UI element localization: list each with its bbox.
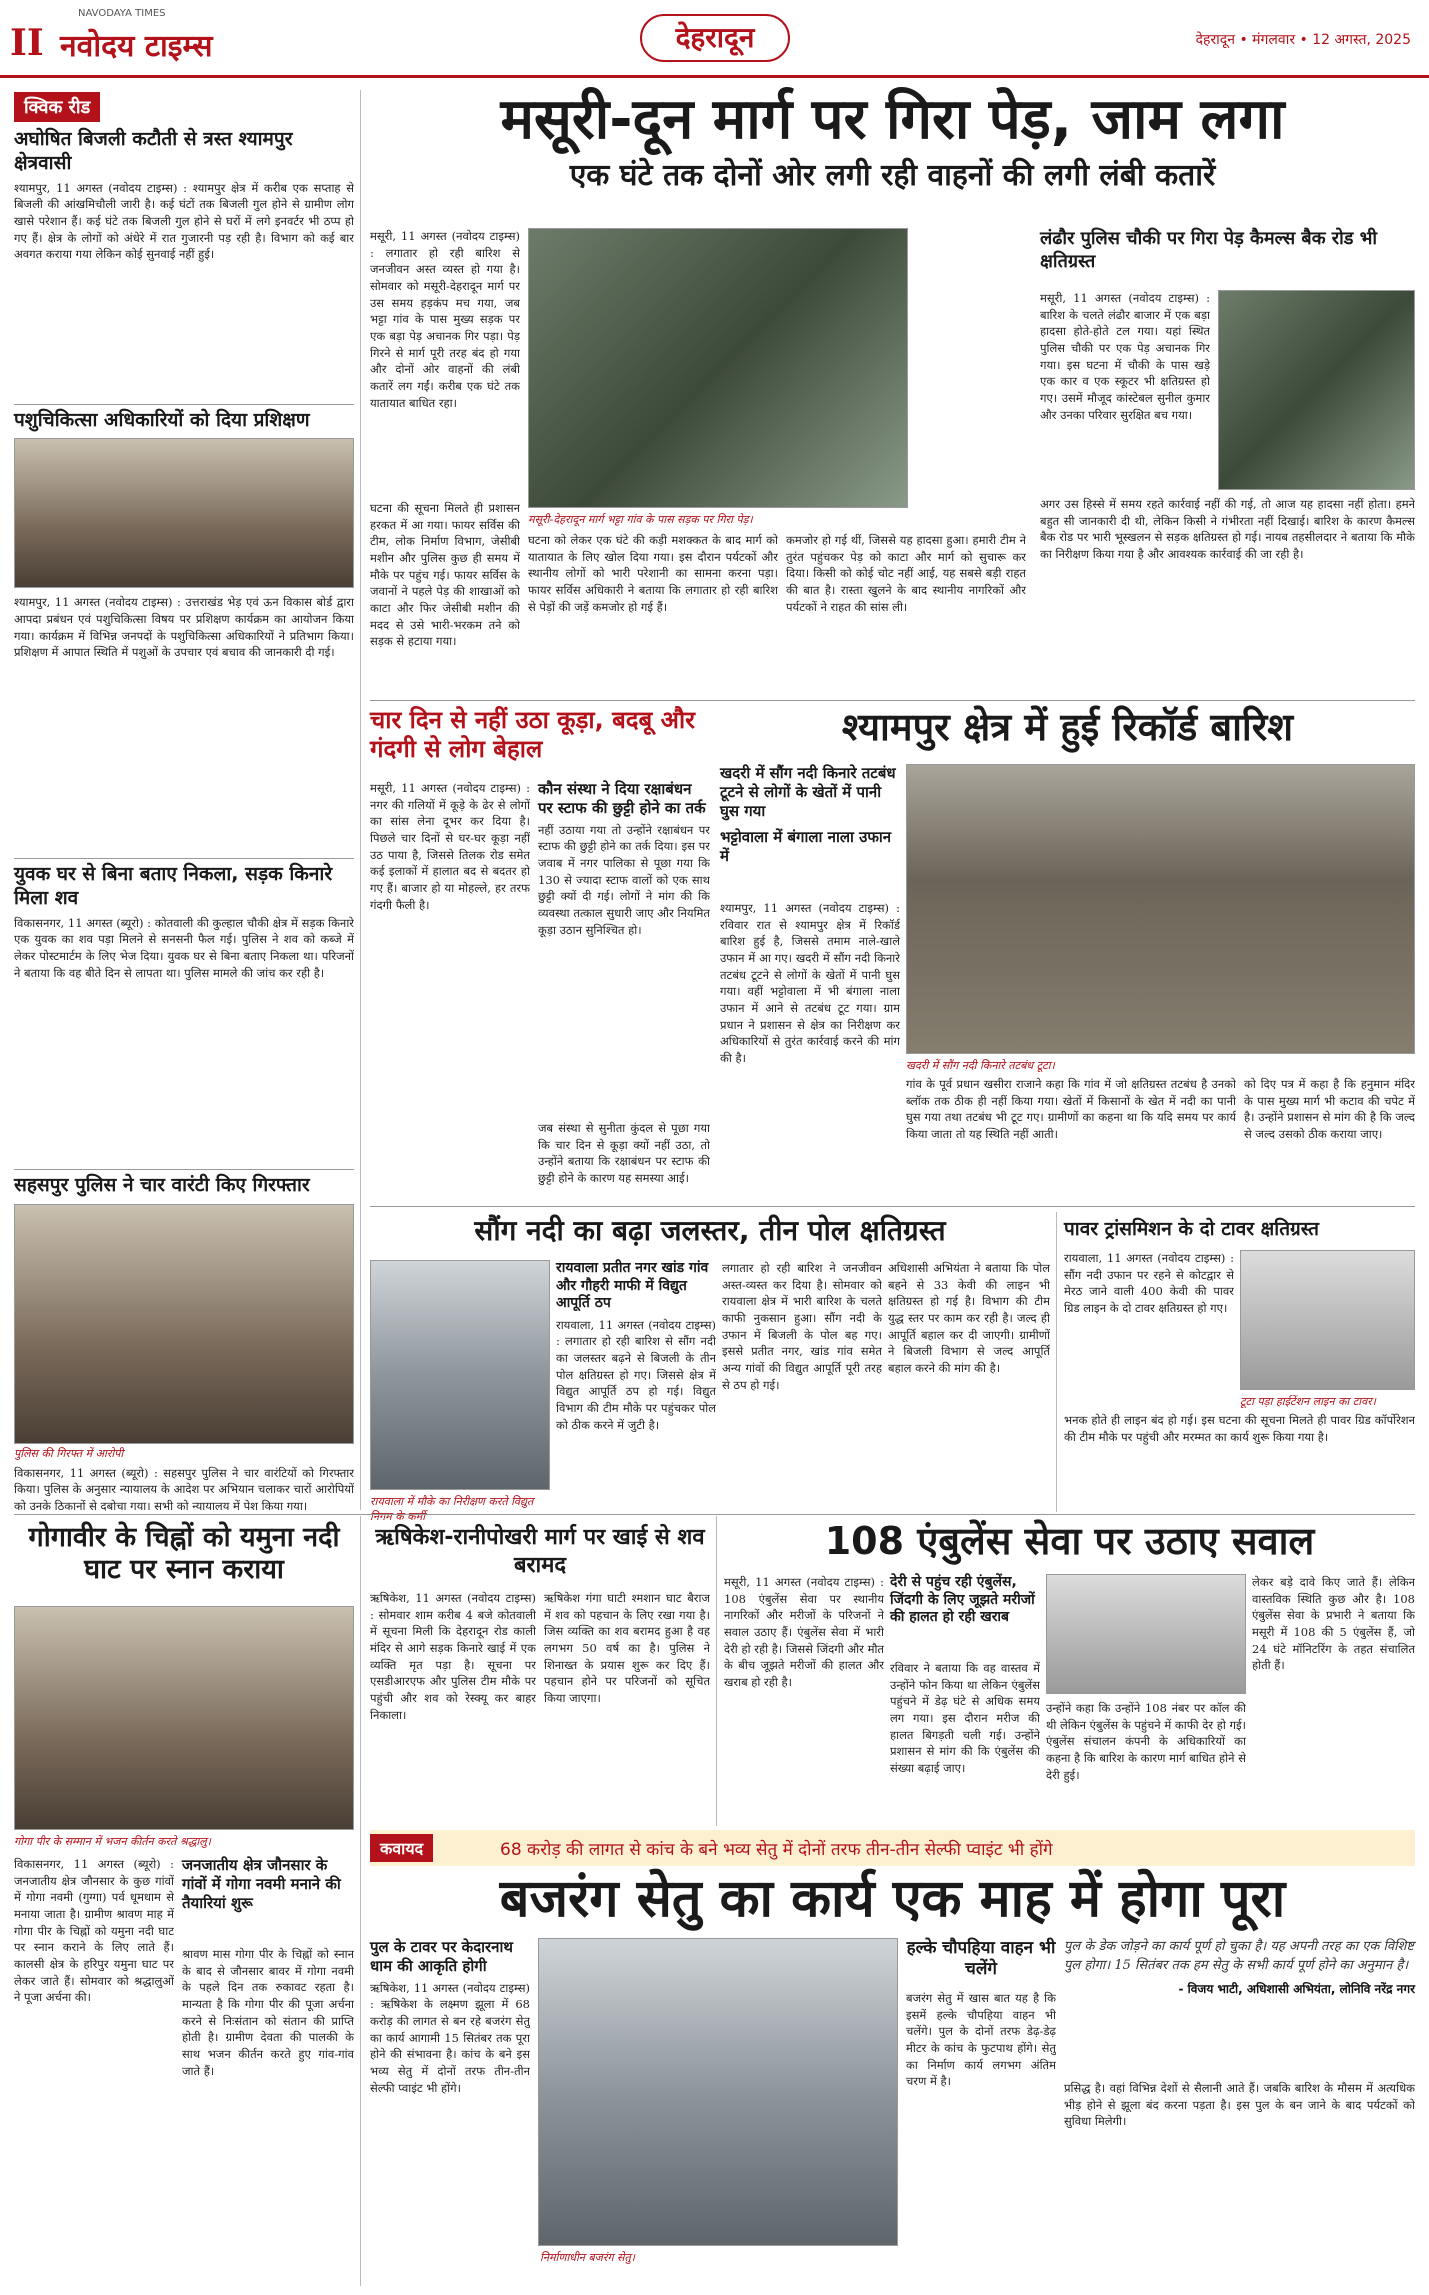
rishikesh-body-1: ऋषिकेश, 11 अगस्त (नवोदय टाइम्स) : सोमवार शाम करीब 4 बजे कोतवाली में सूचना मिली कि देहरादून रोड काली मंदिर से आगे सड़क किनारे खाई में एक व्यक्ति मृत पड़ा है। सूचना पर एसडीआरएफ और पुलिस टीम मौके पर पहुंची और शव को रेस्क्यू कर बाहर निकाला। — [370, 1591, 536, 1722]
headline-vet-training: पशुचिकित्सा अधिकारियों को दिया प्रशिक्षण — [14, 408, 310, 431]
ambulance-body-4: लेकर बड़े दावे किए जाते हैं। लेकिन वास्तविक स्थिति कुछ और है। 108 एंबुलेंस सेवा के प्रभारी ने बताया कि मसूरी में 108 की 5 एंबुलेंस हैं, जो 24 घंटे मॉनिटरिंग के तहत संचालित होती हैं। — [1252, 1575, 1415, 1673]
tower-caption: टूटा पड़ा हाईटेंशन लाइन का टावर। — [1240, 1395, 1376, 1408]
rain-point-2: भट्टोवाला में बंगाला नाला उफान में — [720, 828, 892, 865]
landslide-photo — [1218, 290, 1415, 490]
bridge-sub-headline-2: हल्के चौपहिया वाहन भी चलेंगे — [906, 1938, 1056, 1980]
tower-body-2: भनक होते ही लाइन बंद हो गई। इस घटना की सूचना मिलते ही पावर ग्रिड कॉर्पोरेशन की टीम मौके पर पहुंची और मरम्मत का कार्य शुरू किया गया है। — [1064, 1413, 1415, 1444]
bridge-kicker: कवायद — [370, 1834, 433, 1862]
fallen-tree-photo — [528, 228, 908, 508]
song-sub — [556, 1260, 716, 1487]
bridge-caption: निर्माणाधीन बजरंग सेतु। — [540, 2251, 635, 2264]
tower-body-1: रायवाला, 11 अगस्त (नवोदय टाइम्स) : सौंग नदी उफान पर रहने से कोटद्वार से मेरठ जाने वाली 400 केवी की पावर ग्रिड लाइन के दो टावर क्षतिग्रस्त हो गए। — [1064, 1251, 1234, 1316]
garbage-sub — [538, 780, 710, 1102]
ambulance-body-1: मसूरी, 11 अगस्त (नवोदय टाइम्स) : 108 एंबुलेंस सेवा पर स्थानीय नागरिकों और मरीजों के परिजनों ने सवाल उठाए हैं। एंबुलेंस सेवा में भारी देरी हो रही है। जिससे जिंदगी और मौत के बीच जूझते मरीजों की हालत और खराब हो रही है। — [724, 1575, 884, 1690]
story-arrest: विकासनगर, 11 अगस्त (ब्यूरो) : सहसपुर पुलिस ने चार वारंटियों को गिरफ्तार किया। पुलिस के अनुसार न्यायालय के आदेश पर अभियान चलाकर चारों आरोपियों को उनके ठिकानों से दबोचा गया। सभी को न्यायालय में पेश किया गया। — [14, 1465, 354, 1513]
inspection-photo — [370, 1260, 550, 1490]
rain-headline: श्यामपुर क्षेत्र में हुई रिकॉर्ड बारिश — [841, 705, 1294, 749]
ambulance-body-2: रविवार ने बताया कि वह वास्तव में उन्होंने फोन किया था लेकिन एंबुलेंस पहुंचने में डेढ़ घंटे से अधिक समय लग गया। इस दौरान मरीज की हालत बिगड़ती चली गई। उन्होंने प्रशासन से मांग की कि एंबुलेंस की संख्या बढ़ाई जाए। — [890, 1661, 1040, 1776]
bridge-quote-box — [1064, 1938, 1415, 1997]
bridge-quote: पुल के डेक जोड़ने का कार्य पूर्ण हो चुका है। यह अपनी तरह का एक विशिष्ट पुल होगा। 15 सितंबर तक हम सेतु के सभी कार्य पूर्ण होने का अनुमान है। — [1064, 1939, 1414, 1973]
arrest-caption: पुलिस की गिरफ्त में आरोपी — [14, 1446, 124, 1460]
landour-story — [1040, 228, 1415, 273]
left-column — [14, 92, 354, 1615]
ambulance-body-3: उन्होंने कहा कि उन्होंने 108 नंबर पर कॉल की थी लेकिन एंबुलेंस के पहुंचने में काफी देर हो गई। एंबुलेंस संचालन कंपनी के अधिकारियों का कहना है कि बारिश के कारण मार्ग बाधित होने से देरी हुई। — [1046, 1701, 1246, 1782]
fallen-tree-caption: मसूरी-देहरादून मार्ग भट्टा गांव के पास सड़क पर गिरा पेड़। — [528, 513, 753, 526]
tower-photo — [1240, 1250, 1415, 1390]
gogaveer-sub-headline: जनजातीय क्षेत्र जौनसार के गांवों में गोगा नवमी मनाने की तैयारियां शुरू — [182, 1856, 341, 1912]
headline-power-cut: अघोषित बिजली कटौती से त्रस्त श्यामपुर क्षेत्रवासी — [14, 128, 293, 174]
masthead — [0, 0, 1429, 78]
bridge-strap: 68 करोड़ की लागत से कांच के बने भव्य सेतु में दोनों तरफ तीन-तीन सेल्फी प्वाइंट भी होंगे — [500, 1840, 1053, 1860]
gogaveer-headline: गोगावीर के चिह्नों को यमुना नदी घाट पर स्नान कराया — [28, 1522, 340, 1586]
quick-read-kicker: क्विक रीड — [14, 92, 100, 122]
training-group-photo — [14, 438, 354, 588]
garbage-headline: चार दिन से नहीं उठा कूड़ा, बदबू और गंदगी से लोग बेहाल — [370, 706, 695, 763]
dateline: देहरादून • मंगलवार • 12 अगस्त, 2025 — [1195, 32, 1411, 48]
flood-photo — [906, 764, 1415, 1054]
story-body-found: विकासनगर, 11 अगस्त (ब्यूरो) : कोतवाली की कुल्हाल चौकी क्षेत्र में सड़क किनारे एक युवक का शव पड़ा मिलने से सनसनी फैल गई। पुलिस ने शव को कब्जे में लेकर पोस्टमार्टम के लिए भेज दिया। युवक घर से बिना बताए निकला था। परिजनों ने बताया कि वह बीते दिन से लापता था। पुलिस मामले की जांच कर रही है। — [14, 915, 354, 980]
lead-story — [370, 88, 1415, 194]
page-number: II — [10, 22, 44, 64]
rain-body-3: को दिए पत्र में कहा है कि हनुमान मंदिर के पास मुख्य मार्ग भी कटाव की चपेट में है। उन्होंने प्रशासन से मांग की है कि जल्द से जल्द उसको ठीक कराया जाए। — [1244, 1077, 1415, 1142]
landour-body-2: अगर उस हिस्से में समय रहते कार्रवाई नहीं की गई, तो आज यह हादसा नहीं होता। हमने बहुत सी जानकारी दी थी, लेकिन किसी ने गंभीरता नहीं दिखाई। बारिश के कारण कैमल्स बैक रोड पर भारी भूस्खलन से सड़क क्षतिग्रस्त हो गई। नायब तहसीलदार ने बताया कि मौके का निरीक्षण किया गया है और आवश्यक कार्रवाई की जा रही है। — [1040, 497, 1415, 562]
ambulance-photo — [1046, 1574, 1246, 1694]
garbage-sub-headline: कौन संस्था ने दिया रक्षाबंधन पर स्टाफ की छुट्टी होने का तर्क — [538, 780, 706, 817]
song-headline: सौंग नदी का बढ़ा जलस्तर, तीन पोल क्षतिग्रस्त — [474, 1214, 946, 1247]
bridge-body-1: ऋषिकेश, 11 अगस्त (नवोदय टाइम्स) : ऋषिकेश के लक्ष्मण झूला में 68 करोड़ की लागत से बन रहे बजरंग सेतु का कार्य आगामी 15 सितंबर तक पूरा होने की संभावना है। कांच के बने इस भव्य सेतु में दोनों तरफ तीन-तीन सेल्फी प्वाइंट भी होंगे। — [370, 1980, 530, 2095]
lead-subheadline: एक घंटे तक दोनों ओर लगी रही वाहनों की लगी लंबी कतारें — [569, 158, 1216, 194]
bridge-sub — [370, 1938, 530, 2210]
bridge-quote-attribution: - विजय भाटी, अधिशासी अभियंता, लोनिवि नरेंद्र नगर — [1178, 1981, 1415, 1996]
city-label: देहरादून — [640, 14, 790, 62]
song-body-3: अधिशासी अभियंता ने बताया कि पोल बहने से 33 केवी की लाइन भी क्षतिग्रस्त हो गई है। विभाग की टीम युद्ध स्तर पर काम कर रही है। जल्द ही आपूर्ति बहाल कर दी जाएगी। ग्रामीणों ने बिजली विभाग से जल्द आपूर्ति बहाल करने की मांग की है। — [888, 1261, 1050, 1376]
headline-arrest: सहसपुर पुलिस ने चार वारंटी किए गिरफ्तार — [14, 1173, 310, 1196]
lead-body-1: मसूरी, 11 अगस्त (नवोदय टाइम्स) : लगातार हो रही बारिश से जनजीवन अस्त व्यस्त हो गया है। सोमवार को मसूरी-देहरादून मार्ग पर उस समय हड़कंप मच गया, जब भट्टा गांव के पास मुख्य सड़क पर एक बड़ा पेड़ अचानक गिर पड़ा। पेड़ गिरने से मार्ग पूरी तरह बंद हो गया और दोनों ओर वाहनों की लंबी कतारें लग गईं। करीब एक घंटे तक यातायात बाधित रहा। — [370, 229, 520, 410]
lead-body-4: कमजोर हो गई थीं, जिससे यह हादसा हुआ। हमारी टीम ने तुरंत पहुंचकर पेड़ को काटा और मार्ग को सुचारू कर दिया। किसी को कोई चोट नहीं आई, यह सबसे बड़ी राहत की बात है। रास्ता खुलने के बाद स्थानीय नागरिकों और पर्यटकों ने राहत की सांस ली। — [786, 533, 1026, 614]
bridge-sub-headline-1: पुल के टावर पर केदारनाथ धाम की आकृति होगी — [370, 1938, 513, 1975]
gogaveer-photo — [14, 1606, 354, 1830]
garbage-body-2: जब संस्था से सुनीता कुंदल से पूछा गया कि चार दिन से कूड़ा क्यों नहीं उठा, तो उन्होंने बताया कि रक्षाबंधन पर स्टाफ की छुट्टी होने के कारण यह समस्या आई। — [538, 1121, 710, 1186]
lead-body-2: घटना की सूचना मिलते ही प्रशासन हरकत में आ गया। फायर सर्विस की टीम, लोक निर्माण विभाग, जेसीबी मशीन और पुलिस कुछ ही समय में मौके पर पहुंच गई। फायर सर्विस के जवानों ने पहले पेड़ की शाखाओं को काटा और फिर जेसीबी मशीन की मदद से उसे भारी-भरकम तने को सड़क से हटाया गया। — [370, 501, 520, 649]
bridge-headline: बजरंग सेतु का कार्य एक माह में होगा पूरा — [499, 1869, 1286, 1929]
story-power-cut: श्यामपुर, 11 अगस्त (नवोदय टाइम्स) : श्यामपुर क्षेत्र में करीब एक सप्ताह से बिजली की आंखमिचौली जारी है। कई घंटों तक बिजली गुल होने से ग्रामीण लोग खासे परेशान हैं। कई घंटे तक बिजली गुल होने से घरों में लगे इनवर्टर भी ठप्प हो गए हैं। क्षेत्र के लोगों को अंधेरे में रात गुजारनी पड़ रही है। विभाग को कई बार अवगत कराया गया लेकिन कोई सुनवाई नहीं हुई। — [14, 180, 354, 262]
ambulance-sub-headline: देरी से पहुंच रही एंबुलेंस, जिंदगी के लिए जूझते मरीजों की हालत हो रही खराब — [890, 1574, 1035, 1625]
inspection-caption: रायवाला में मौके का निरीक्षण करते विद्युत निगम के कर्मी — [370, 1495, 534, 1523]
story-vet-training: श्यामपुर, 11 अगस्त (नवोदय टाइम्स) : उत्तराखंड भेड़ एवं ऊन विकास बोर्ड द्वारा आपदा प्रबंधन एवं पशुचिकित्सा विषय पर प्रशिक्षण कार्यक्रम का आयोजन किया गया। कार्यक्रम में विभिन्न जनपदों के पशुचिकित्सा अधिकारियों ने प्रतिभाग किया। प्रशिक्षण में आपात स्थिति में पशुओं के उपचार एवं बचाव की जानकारी दी गई। — [14, 595, 354, 660]
song-sub-headline: रायवाला प्रतीत नगर खांड गांव और गौहरी माफी में विद्युत आपूर्ति ठप — [556, 1260, 709, 1311]
garbage-body-1: मसूरी, 11 अगस्त (नवोदय टाइम्स) : नगर की गलियों में कूड़े के ढेर से लोगों का सांस लेना दूभर कर दिया है। पिछले चार दिनों से घर-घर कूड़ा नहीं उठ पाया है, जिससे तिलक रोड समेत कई इलाकों में हालात बद से बदतर हो गए हैं। बाजार हो या मोहल्ले, हर तरफ गंदगी फैली है। — [370, 781, 530, 912]
rishikesh-body-2: ऋषिकेश गंगा घाटी श्मशान घाट बैराज में शव को पहचान के लिए रखा गया है। जिस व्यक्ति का शव बरामद हुआ है वह लगभग 50 वर्ष का है। पुलिस ने शिनाख्त के प्रयास शुरू कर दिए हैं। पहचान होने पर परिजनों को सूचित किया जाएगा। — [544, 1591, 710, 1706]
gogaveer-caption: गोगा पीर के सम्मान में भजन कीर्तन करते श्रद्धालु। — [14, 1835, 211, 1848]
bridge-strap-bar — [370, 1830, 1415, 1866]
rain-points — [720, 764, 900, 866]
landour-headline: लंढौर पुलिस चौकी पर गिरा पेड़ कैमल्स बैक रोड भी क्षतिग्रस्त — [1040, 228, 1378, 272]
song-body-1: रायवाला, 11 अगस्त (नवोदय टाइम्स) : लगातार हो रही बारिश से सौंग नदी का जलस्तर बढ़ने से बिजली के तीन पोल क्षतिग्रस्त हो गए। जिससे क्षेत्र में विद्युत आपूर्ति ठप हो गई। विद्युत विभाग की टीम मौके पर पहुंचकर पोल को ठीक करने में जुटी है। — [556, 1317, 716, 1432]
gogaveer-body-2: श्रावण मास गोगा पीर के चिह्नों को स्नान के बाद से जौनसार बावर में गोगा नवमी के पहले दिन तक रुकावट रहता है। मान्यता है कि गोगा पीर की पूजा अर्चना करने से निःसंतान को संतान की प्राप्ति होती है। ग्रामीण देवता की पालकी के साथ भजन कीर्तन करते हुए गांव-गांव जाते हैं। — [182, 1947, 354, 2078]
bridge-body-2: बजरंग सेतु में खास बात यह है कि इसमें हल्के चौपहिया वाहन भी चलेंगे। पुल के दोनों तरफ डेढ़-डेढ़ मीटर के कांच के फुटपाथ होंगे। सेतु का निर्माण कार्य लगभग अंतिम चरण में है। — [906, 1991, 1056, 2089]
flood-caption: खदरी में सौंग नदी किनारे तटबंध टूटा। — [906, 1059, 1055, 1072]
headline-body-found: युवक घर से बिना बताए निकला, सड़क किनारे मिला शव — [14, 863, 333, 909]
lead-body-3: घटना को लेकर एक घंटे की कड़ी मशक्कत के बाद मार्ग को यातायात के लिए खोल दिया गया। इस दौरान पर्यटकों और स्थानीय लोगों को भारी परेशानी का सामना करना पड़ा। फायर सर्विस अधिकारी ने बताया कि लगातार हो रही बारिश से पेड़ों की जड़ें कमजोर हो गई हैं। — [528, 533, 778, 614]
paper-name-latin: NAVODAYA TIMES — [78, 8, 166, 19]
song-body-2: लगातार हो रही बारिश ने जनजीवन अस्त-व्यस्त कर दिया है। सोमवार को रायवाला क्षेत्र में भारी बारिश के चलते काफी नुकसान हुआ। सौंग नदी के उफान में बिजली के पोल बह गए। इससे प्रतीत नगर, खांड गांव समेत अन्य गांवों की विद्युत आपूर्ति पूरी तरह से ठप हो गई। — [722, 1261, 882, 1392]
landour-body-1: मसूरी, 11 अगस्त (नवोदय टाइम्स) : बारिश के चलते लंढौर बाजार में एक बड़ा हादसा होते-होते टल गया। यहां स्थित पुलिस चौकी पर एक पेड़ अचानक गिर गया। इस घटना में चौकी के पास खड़े एक कार व एक स्कूटर भी क्षतिग्रस्त हो गए। उसमें मौजूद कांस्टेबल सुनील कुमार और उनका परिवार सुरक्षित बच गया। — [1040, 291, 1210, 422]
tower-headline: पावर ट्रांसमिशन के दो टावर क्षतिग्रस्त — [1064, 1218, 1319, 1240]
bajrang-setu-photo — [538, 1938, 898, 2246]
gogaveer-body-1: विकासनगर, 11 अगस्त (ब्यूरो) : जनजातीय क्षेत्र जौनसार के कुछ गांवों में गोगा नवमी (गुग्गा) पर्व धूमधाम से मनाया जाता है। ग्रामीण श्रावण माह में गोगा पीर के चिह्नों को यमुना नदी घाट पर स्नान कराने के लिए लाते हैं। कालसी क्षेत्र के हरिपुर यमुना घाट पर लेकर जाते हैं। सोमवार को श्रद्धालुओं ने पूजा अर्चना की। — [14, 1857, 174, 2005]
garbage-sub-body: नहीं उठाया गया तो उन्होंने रक्षाबंधन पर स्टाफ की छुट्टी होने का तर्क दिया। इस पर जवाब में नगर पालिका से पूछा गया कि 130 से ज्यादा स्टाफ वालों को एक साथ छुट्टी क्यों दी गई। लोगों ने मांग की कि व्यवस्था तत्काल सुधारी जाए और नियमित कूड़ा उठान सुनिश्चित हो। — [538, 822, 710, 937]
rain-point-1: खदरी में सौंग नदी किनारे तटबंध टूटने से लोगों के खेतों में पानी घुस गया — [720, 764, 896, 820]
rain-body: श्यामपुर, 11 अगस्त (नवोदय टाइम्स) : रविवार रात से श्यामपुर क्षेत्र में रिकॉर्ड बारिश हुई है, जिससे तमाम नाले-खाले उफान में आ गए। खदरी में सौंग नदी किनारे तटबंध टूटने से लोगों के खेतों में पानी घुस गया। वहीं भट्टोवाला में भी बंगाला नाला उफान में आने से तटबंध टूट गया। ग्राम प्रधान ने प्रशासन से क्षेत्र का निरीक्षण कर अधिकारियों से तुरंत कार्रवाई करने की मांग की है। — [720, 901, 900, 1066]
ambulance-headline: 108 एंबुलेंस सेवा पर उठाए सवाल — [824, 1519, 1315, 1563]
rain-body-2: गांव के पूर्व प्रधान खसीरा राजाने कहा कि गांव में जो क्षतिग्रस्त तटबंध है उनको ब्लॉक तक ठीक ही नहीं किया गया। खेतों में किसानों के खेत में नदी का पानी घुस गया तथा तटबंध भी टूट गए। ग्रामीणों का कहना था कि यदि समय पर कार्य किया जाता तो यह स्थिति नहीं आती। — [906, 1077, 1236, 1142]
paper-name: नवोदय टाइम्स — [60, 29, 213, 64]
rishikesh-headline: ऋषिकेश-रानीपोखरी मार्ग पर खाई से शव बरामद — [375, 1525, 705, 1578]
arrest-photo — [14, 1204, 354, 1444]
bridge-body-3: प्रसिद्ध है। वहां विभिन्न देशों से सैलानी आते हैं। जबकि बारिश के मौसम में अत्यधिक भीड़ होने से झूला बंद करना पड़ता है। इस पुल के बन जाने के बाद पर्यटकों को सुविधा मिलेगी। — [1064, 2081, 1415, 2129]
lead-headline: मसूरी-दून मार्ग पर गिरा पेड़, जाम लगा — [500, 87, 1285, 152]
